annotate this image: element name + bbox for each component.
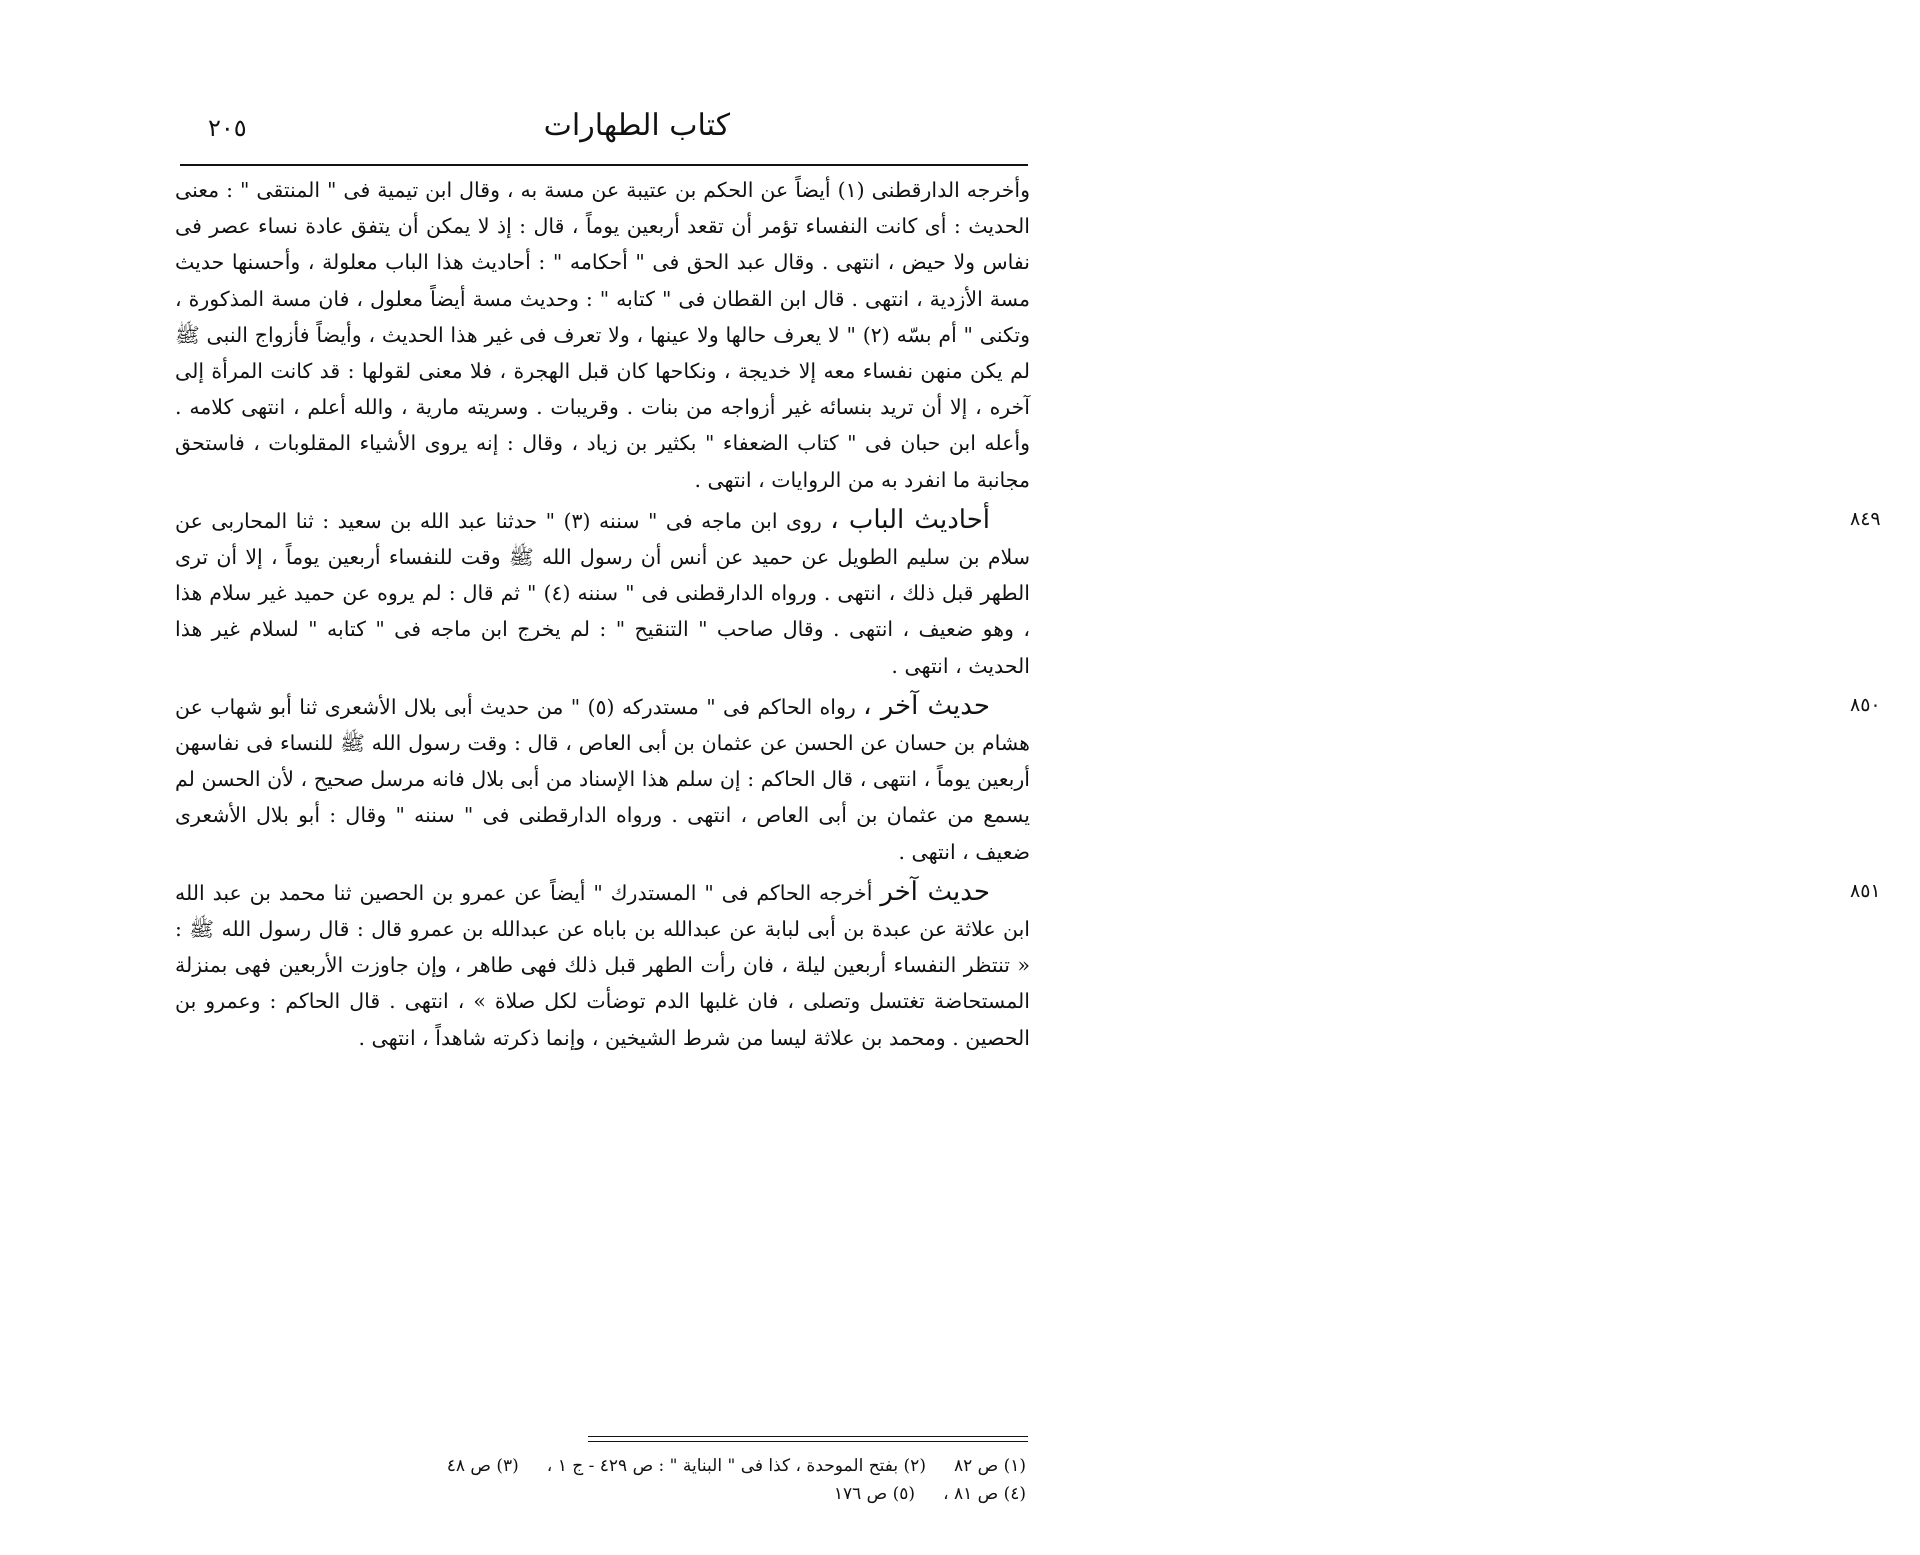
running-title: كتاب الطهارات (543, 108, 730, 143)
entry-text: أخرجه الحاكم فى " المستدرك " أيضاً عن عمرو بن الحصين ثنا محمد بن عبد الله ابن علاثة عن عبدة بن أبى لبابة عن عبدالله بن باباه عن عبدالله بن عمرو قال : قال رسول الله ﷺ : « تنتظر النفساء أربعين ليلة ، فان رأت الطهر قبل ذلك فهى طاهر ، وإن جاوزت الأربعين فهى بمنزلة المستحاضة تغتسل وتصلى ، فان غلبها الدم توضأت لكل صلاة » ، انتهى . قال الحاكم : وعمرو بن الحصين . ومحمد بن علاثة ليسا من شرط الشيخين ، وإنما ذكرته شاهداً ، انتهى . (175, 880, 1030, 1050)
entry-lead: حديث آخر (880, 876, 990, 907)
entry-number: ٨٥٠ (1850, 693, 1881, 716)
entry-paragraph (175, 502, 1030, 684)
hadith-entry-851 (175, 874, 1881, 1056)
hadith-entry-850 (175, 688, 1881, 870)
entry-lead: حديث آخر ، (863, 690, 990, 721)
footnote-line (200, 1452, 1026, 1480)
footnote-rule (588, 1436, 1028, 1437)
footnote-5: (٥) ص ١٧٦ (833, 1484, 916, 1504)
body-text (175, 172, 1881, 1056)
hadith-entry-849 (175, 502, 1881, 684)
footnote-line (200, 1480, 1026, 1508)
footnote-3: (٣) ص ٤٨ (446, 1456, 519, 1476)
entry-text: روى ابن ماجه فى " سننه (٣) " حدثنا عبد الله بن سعيد : ثنا المحاربى عن سلام بن سليم الطويل عن حميد عن أنس أن رسول الله ﷺ وقت للنفساء أربعين يوماً ، إلا أن ترى الطهر قبل ذلك ، انتهى . ورواه الدارقطنى فى " سننه (٤) " ثم قال : لم يروه عن حميد غير سلام هذا ، وهو ضعيف ، انتهى . وقال صاحب " التنقيح " : لم يخرج ابن ماجه فى " كتابه " لسلام غير هذا الحديث ، انتهى . (175, 508, 1030, 678)
footnote-rule-secondary (588, 1441, 1028, 1442)
page-number: ٢٠٥ (208, 114, 247, 142)
entry-paragraph (175, 874, 1030, 1056)
header-rule (180, 164, 1028, 166)
intro-paragraph: وأخرجه الدارقطنى (١) أيضاً عن الحكم بن عتيبة عن مسة به ، وقال ابن تيمية فى " المنتقى " : معنى الحديث : أى كانت النفساء تؤمر أن تقعد أربعين يوماً ، قال : إذ لا يمكن أن يتفق عادة نساء عصر فى نفاس ولا حيض ، انتهى . وقال عبد الحق فى " أحكامه " : أحاديث هذا الباب معلولة ، وأحسنها حديث مسة الأزدية ، انتهى . قال ابن القطان فى " كتابه " : وحديث مسة أيضاً معلول ، فان مسة المذكورة ، وتكنى " أم بسّه (٢) " لا يعرف حالها ولا عينها ، ولا تعرف فى غير هذا الحديث ، وأيضاً فأزواج النبى ﷺ لم يكن منهن نفساء معه إلا خديجة ، ونكاحها كان قبل الهجرة ، فلا معنى لقولها : قد كانت المرأة إلى آخره ، إلا أن تريد بنسائه غير أزواجه من بنات . وقريبات . وسريته مارية ، والله أعلم ، انتهى كلامه . وأعله ابن حبان فى " كتاب الضعفاء " بكثير بن زياد ، وقال : إنه يروى الأشياء المقلوبات ، فاستحق مجانبة ما انفرد به من الروايات ، انتهى . (175, 178, 1030, 492)
entry-text: رواه الحاكم فى " مستدركه (٥) " من حديث أبى بلال الأشعرى ثنا أبو شهاب عن هشام بن حسان عن الحسن عن عثمان بن أبى العاص ، قال : وقت رسول الله ﷺ للنساء فى نفاسهن أربعين يوماً ، انتهى ، قال الحاكم : إن سلم هذا الإسناد من أبى بلال فانه مرسل صحيح ، لأن الحسن لم يسمع من عثمان بن أبى العاص ، انتهى . ورواه الدارقطنى فى " سننه " وقال : أبو بلال الأشعرى ضعيف ، انتهى . (175, 694, 1030, 864)
entry-number: ٨٥١ (1850, 879, 1881, 902)
footnote-1: (١) ص ٨٢ (953, 1456, 1026, 1476)
page-header (180, 100, 1030, 156)
entry-lead: أحاديث الباب ، (830, 504, 990, 535)
footnotes (200, 1452, 1026, 1508)
footnote-4: (٤) ص ٨١ ، (943, 1484, 1026, 1504)
entry-paragraph (175, 688, 1030, 870)
entry-number: ٨٤٩ (1850, 507, 1881, 530)
footnote-2: (٢) بفتح الموحدة ، كذا فى " البناية " : ص ٤٢٩ - ج ١ ، (546, 1456, 926, 1476)
